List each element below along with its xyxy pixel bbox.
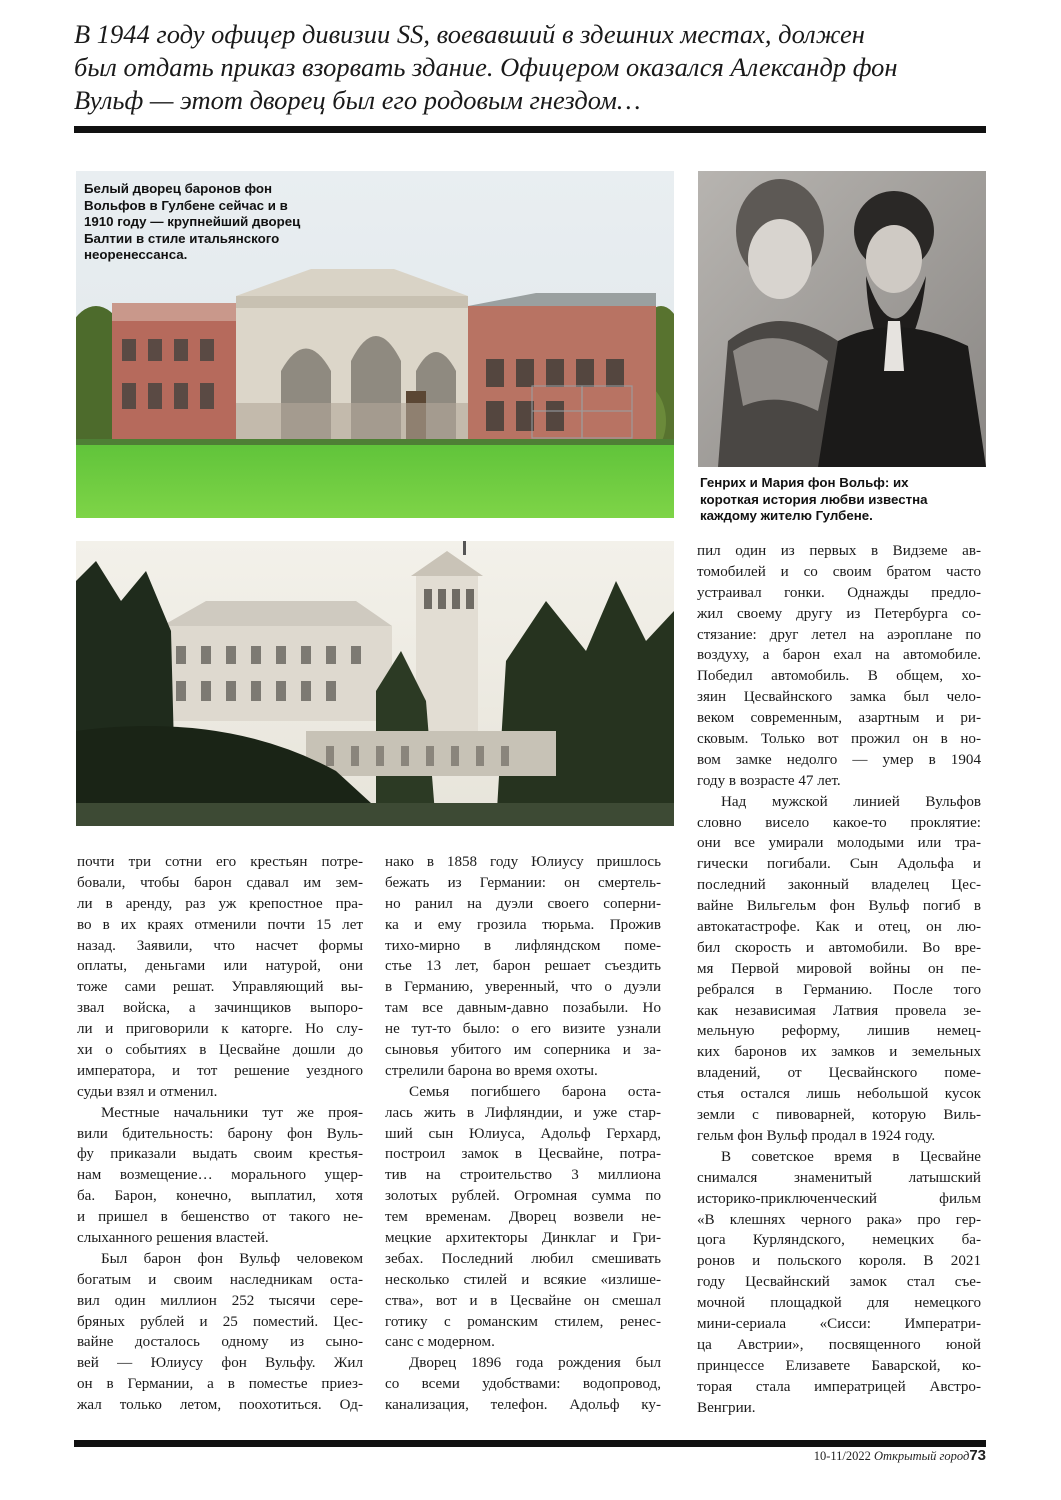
text-line: бил скорость и автомобили. Во вре- bbox=[697, 939, 981, 956]
text-line: несколько стилей и всякие «излише- bbox=[385, 1271, 661, 1288]
caption-line: каждому жителю Гулбене. bbox=[700, 508, 873, 523]
text-line: оплаты, деньгами или натурой, они bbox=[77, 958, 363, 975]
text-line: словно висело какое-то проклятие: bbox=[697, 814, 981, 831]
text-line: В советское время в Цесвайне bbox=[721, 1148, 981, 1165]
text-line: последний законный владелец Цес- bbox=[697, 877, 981, 894]
text-line: «В клешнях черного рака» про гер- bbox=[697, 1211, 981, 1228]
page-footer bbox=[814, 1447, 986, 1464]
text-line: земли с пивоварней, которую Виль- bbox=[697, 1107, 981, 1124]
text-line: они все умирали молодыми или тра- bbox=[697, 835, 981, 852]
text-line: в Германию, уверенный, что о дуэли bbox=[385, 979, 661, 996]
text-line: нако в 1858 году Юлиусу пришлось bbox=[385, 854, 661, 870]
lead-line: был отдать приказ взорвать здание. Офицером оказался Александр фон bbox=[74, 52, 898, 82]
text-line: канализация, телефон. Адольф ку- bbox=[385, 1397, 661, 1414]
text-line: звал войска, а зачинщиков выпоро- bbox=[77, 1000, 363, 1017]
text-line: тив на строительство 3 миллиона bbox=[385, 1167, 661, 1184]
text-line: пил один из первых в Видземе ав- bbox=[697, 543, 981, 559]
text-line: жил своему другу из Петербурга со- bbox=[697, 605, 981, 622]
text-line: владений, от Цесвайнского поме- bbox=[697, 1065, 981, 1082]
text-line: стрелили барона во время охоты. bbox=[385, 1062, 598, 1079]
text-line: бряных рублей и 25 поместий. Цес- bbox=[77, 1313, 363, 1330]
text-line: веком современным, азартным и ри- bbox=[697, 710, 981, 727]
text-line: ства», вот и в Цесвайне он смешал bbox=[385, 1292, 661, 1309]
text-line: цога Курляндского, немецких ба- bbox=[697, 1232, 981, 1249]
bottom-rule bbox=[74, 1440, 986, 1447]
text-line: мочной площадкой для немецкого bbox=[697, 1295, 981, 1312]
text-line: вили бдительность: барону фон Вуль- bbox=[77, 1125, 363, 1142]
text-line: году в возрасте 47 лет. bbox=[697, 772, 841, 789]
text-line: зебах. Последний любил смешивать bbox=[385, 1250, 661, 1267]
text-line: Семья погибшего барона оста- bbox=[409, 1083, 661, 1100]
text-line: мя Первой мировой войны он пе- bbox=[697, 960, 981, 977]
portrait-caption bbox=[700, 475, 990, 525]
caption-line: короткая история любви известна bbox=[700, 491, 928, 507]
text-line: Над мужской линией Вульфов bbox=[721, 793, 981, 810]
text-line: тихо-мирно в лифляндском поме- bbox=[385, 937, 661, 954]
caption-line: Балтии в стиле итальянского bbox=[84, 230, 280, 246]
text-line: году Цесвайнский замок стал съе- bbox=[697, 1274, 981, 1291]
lead-line: Вульф — этот дворец был его родовым гнездом… bbox=[74, 85, 641, 115]
caption-line: неоренессанса. bbox=[84, 247, 188, 262]
text-line: историко-приключенческий фильм bbox=[697, 1190, 981, 1207]
text-line: снимался знаменитый латышский bbox=[697, 1169, 981, 1186]
text-line: как независимая Латвия провела зе- bbox=[697, 1002, 981, 1019]
text-line: тем временам. Дворец возвели не- bbox=[385, 1209, 661, 1226]
text-column-3 bbox=[697, 541, 981, 1418]
text-line: гельм фон Вульф продал в 1924 году. bbox=[697, 1127, 936, 1144]
text-line: торая стала императрицей Австро- bbox=[697, 1378, 981, 1395]
text-line: не тут-то было: о его визите узнали bbox=[385, 1021, 661, 1038]
text-line: там все давным-давно позабыли. Но bbox=[385, 1000, 661, 1017]
caption-line: Генрих и Мария фон Вольф: их bbox=[700, 475, 909, 490]
text-line: стязание: друг летел на аэроплане по bbox=[697, 626, 981, 643]
text-line: сыновья убитого им соперника и за- bbox=[385, 1042, 661, 1059]
text-line: во в их краях отменили почти 15 лет bbox=[77, 916, 363, 933]
text-line: построил замок в Цесвайне, потра- bbox=[385, 1146, 661, 1163]
text-line: стье 13 лет, барон решает съездить bbox=[385, 958, 661, 975]
text-line: со всеми удобствами: водопровод, bbox=[385, 1376, 661, 1393]
text-line: нам возмещение… морального ущер- bbox=[77, 1167, 363, 1184]
text-line: ких баронов их замков и земельных bbox=[697, 1044, 981, 1061]
text-line: жал только летом, поохотиться. Од- bbox=[77, 1397, 363, 1414]
top-rule bbox=[74, 126, 986, 133]
text-line: готику с романским стилем, ренес- bbox=[385, 1313, 661, 1330]
text-line: ребрался в Германию. После того bbox=[697, 981, 981, 998]
text-line: хи о событиях в Цесвайне дошли до bbox=[77, 1042, 363, 1059]
text-line: ли и приговорили к каторге. Но слу- bbox=[77, 1021, 363, 1038]
text-line: вайне Вильгельм фон Вульф погиб в bbox=[697, 898, 981, 915]
text-line: фу приказали выдать своим крестья- bbox=[77, 1146, 363, 1163]
text-line: Победил автомобиль. В общем, хо- bbox=[697, 668, 981, 685]
text-column-2 bbox=[385, 852, 661, 1416]
text-line: ба. Барон, конечно, выплатил, хотя bbox=[77, 1188, 363, 1205]
text-line: автокатастрофе. Как и отец, он лю- bbox=[697, 919, 981, 936]
text-column-1 bbox=[77, 852, 363, 1416]
text-line: стья остался лишь небольшой кусок bbox=[697, 1086, 981, 1103]
text-line: гически погибали. Сын Адольфа и bbox=[697, 856, 981, 873]
text-line: томобилей и со своим братом часто bbox=[697, 563, 981, 580]
text-line: назад. Заявили, что насчет формы bbox=[77, 937, 363, 954]
text-line: судьи взял и отменил. bbox=[77, 1083, 218, 1100]
text-line: он в Германии, а в поместье приез- bbox=[77, 1376, 363, 1393]
palace-caption bbox=[84, 181, 354, 264]
magazine-name: Открытый город bbox=[874, 1449, 970, 1463]
lead-line: В 1944 году офицер дивизии SS, воевавший в здешних местах, должен bbox=[74, 19, 865, 49]
text-line: мельную реформу, лишив немец- bbox=[697, 1023, 981, 1040]
caption-line: 1910 году — крупнейший дворец bbox=[84, 214, 301, 229]
text-line: вей — Юлиусу фон Вульфу. Жил bbox=[77, 1355, 363, 1372]
text-line: вом замке недолго — умер в 1904 bbox=[697, 751, 981, 768]
text-line: устраивал гонки. Однажды предло- bbox=[697, 584, 981, 601]
text-line: мини-сериала «Сисси: Императри- bbox=[697, 1315, 981, 1332]
text-line: вайне досталось одному из сыно- bbox=[77, 1334, 363, 1351]
lead-paragraph bbox=[74, 18, 989, 117]
page-number: 73 bbox=[969, 1447, 986, 1464]
text-line: ца Австрии», посвященного юной bbox=[697, 1336, 981, 1353]
text-line: почти три сотни его крестьян потре- bbox=[77, 854, 363, 870]
issue-date: 10-11/2022 bbox=[813, 1449, 871, 1463]
text-line: бежать из Германии: он смертель- bbox=[385, 874, 661, 891]
text-line: ронов и польского короля. В 2021 bbox=[697, 1253, 981, 1270]
caption-line: Вольфов в Гулбене сейчас и в bbox=[84, 197, 288, 213]
text-line: зяин Цесвайнского замка был чело- bbox=[697, 689, 981, 706]
text-line: Был барон фон Вульф человеком bbox=[101, 1250, 363, 1267]
text-line: и пришел в бешенство от такого не- bbox=[77, 1209, 363, 1226]
text-line: лась жить в Лифляндии, и уже стар- bbox=[385, 1104, 661, 1121]
text-line: золотых рублей. Огромная сумма по bbox=[385, 1188, 661, 1205]
palace-1910-photo bbox=[76, 541, 674, 826]
caption-line: Белый дворец баронов фон bbox=[84, 181, 273, 196]
text-line: Местные начальники тут же проя- bbox=[101, 1104, 363, 1121]
text-line: богатым и своим наследникам оста- bbox=[77, 1271, 363, 1288]
text-line: мецкие архитекторы Динклаг и Гри- bbox=[385, 1230, 661, 1247]
text-line: ший сын Юлиуса, Адольф Герхард, bbox=[385, 1125, 661, 1142]
text-line: ли в аренду, раз уж крепостное пра- bbox=[77, 895, 363, 912]
text-line: слыханного решения властей. bbox=[77, 1230, 269, 1247]
text-line: санс с модерном. bbox=[385, 1334, 495, 1351]
text-line: сковым. Только вот прожил он в но- bbox=[697, 731, 981, 748]
text-line: бовали, чтобы барон сдавал им зем- bbox=[77, 874, 363, 891]
text-line: но ранил на дуэли своего соперни- bbox=[385, 895, 661, 912]
text-line: Венгрии. bbox=[697, 1399, 756, 1416]
text-line: вил один миллион 252 тысячи сере- bbox=[77, 1292, 363, 1309]
text-line: принцессе Елизавете Баварской, ко- bbox=[697, 1357, 981, 1374]
text-line: Дворец 1896 года рождения был bbox=[409, 1355, 661, 1372]
text-line: тоже сами решат. Управляющий вы- bbox=[77, 979, 363, 996]
text-line: воздуху, а барон ехал на автомобиле. bbox=[697, 647, 981, 664]
text-line: ка и ему грозила тюрьма. Прожив bbox=[385, 916, 661, 933]
portrait-photo bbox=[698, 171, 986, 467]
text-line: императора, и тот решение уездного bbox=[77, 1062, 363, 1079]
